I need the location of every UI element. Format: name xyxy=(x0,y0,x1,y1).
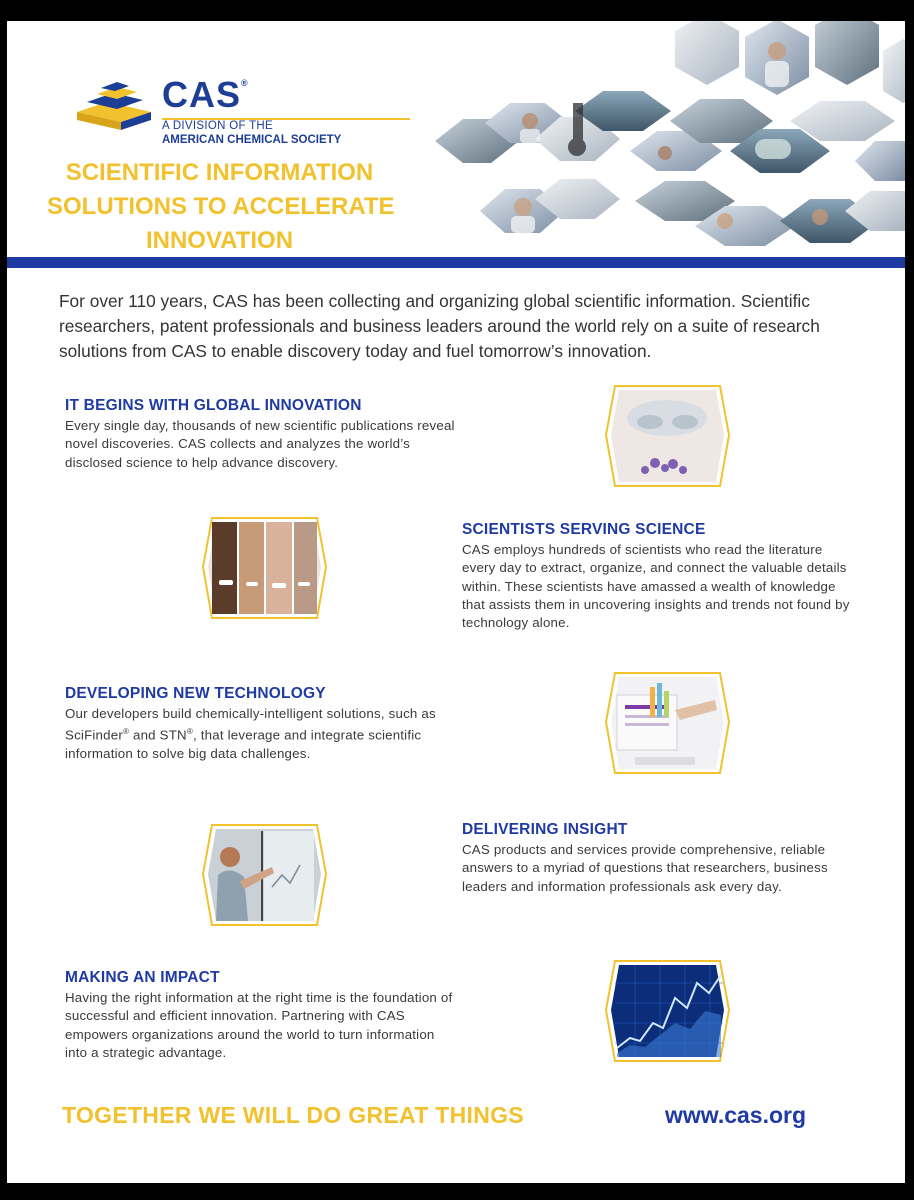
data-dashboard-screen-image xyxy=(605,665,730,780)
hexagon-photo-collage xyxy=(425,21,905,261)
footer-website-link[interactable]: www.cas.org xyxy=(665,1102,807,1128)
footer-tagline: TOGETHER WE WILL DO GREAT THINGS xyxy=(62,1102,524,1128)
logo-division-line2: AMERICAN CHEMICAL SOCIETY xyxy=(162,134,342,146)
headline-line-2: SOLUTIONS TO ACCELERATE xyxy=(47,193,395,220)
page-headline xyxy=(47,156,395,258)
diverse-faces-image xyxy=(202,510,327,625)
section-body: Every single day, thousands of new scientific publications reveal novel discoveries. CAS collects and analyzes the world’s disclosed science to help advance discovery. xyxy=(65,418,455,470)
cas-logo xyxy=(67,74,367,148)
financial-graph-image xyxy=(605,953,730,1068)
collage-hex-row-bottom xyxy=(480,179,905,246)
intro-paragraph: For over 110 years, CAS has been collecting and organizing global scientific information. Scientific researchers, patent professionals and business leaders around the world rely on a suite of research solutions from CAS to enable discovery today and fuel tomorrow’s innovation. xyxy=(59,291,820,361)
section-body: CAS products and services provide comprehensive, reliable answers to a myriad of questions that researchers, business leaders and information professionals ask every day. xyxy=(462,842,828,894)
headline-line-3: INNOVATION xyxy=(145,227,294,254)
section-body: Our developers build chemically-intelligent solutions, such as SciFinder® and STN®, that leverage and integrate scientific information to solve big data challenges. xyxy=(65,706,436,762)
section-title: DELIVERING INSIGHT xyxy=(462,821,628,838)
section-title: SCIENTISTS SERVING SCIENCE xyxy=(462,521,706,538)
section-body: CAS employs hundreds of scientists who read the literature every day to extract, organize, and connect the valuable details within. These scientists have amassed a wealth of knowledge that assists them in uncovering insights and trends not found by technology alone. xyxy=(462,542,850,631)
flyer-page xyxy=(7,21,905,1183)
section-title: MAKING AN IMPACT xyxy=(65,969,220,986)
headline-line-1: SCIENTIFIC INFORMATION xyxy=(65,159,374,186)
section-body: Having the right information at the right time is the foundation of successful and efficient innovation. Partnering with CAS empowers organizations around the world to turn information into a strategic advantage. xyxy=(65,990,453,1060)
header-divider-band xyxy=(7,257,905,268)
section-scientists-serving-science xyxy=(462,521,852,632)
section-developing-new-technology xyxy=(65,685,475,763)
whiteboard-presentation-image xyxy=(202,817,327,932)
lab-researcher-goggles-image xyxy=(605,378,730,493)
section-title: DEVELOPING NEW TECHNOLOGY xyxy=(65,685,326,702)
cas-logo-mark-icon xyxy=(67,78,157,140)
collage-hex-row-middle xyxy=(435,91,905,181)
logo-division-line1: A DIVISION OF THE xyxy=(162,120,273,132)
collage-hex-row-top xyxy=(675,21,905,103)
section-title: IT BEGINS WITH GLOBAL INNOVATION xyxy=(65,397,362,414)
section-making-an-impact xyxy=(65,969,455,1062)
section-global-innovation xyxy=(65,397,465,472)
logo-wordmark: CAS® xyxy=(162,74,249,115)
section-delivering-insight xyxy=(462,821,852,896)
